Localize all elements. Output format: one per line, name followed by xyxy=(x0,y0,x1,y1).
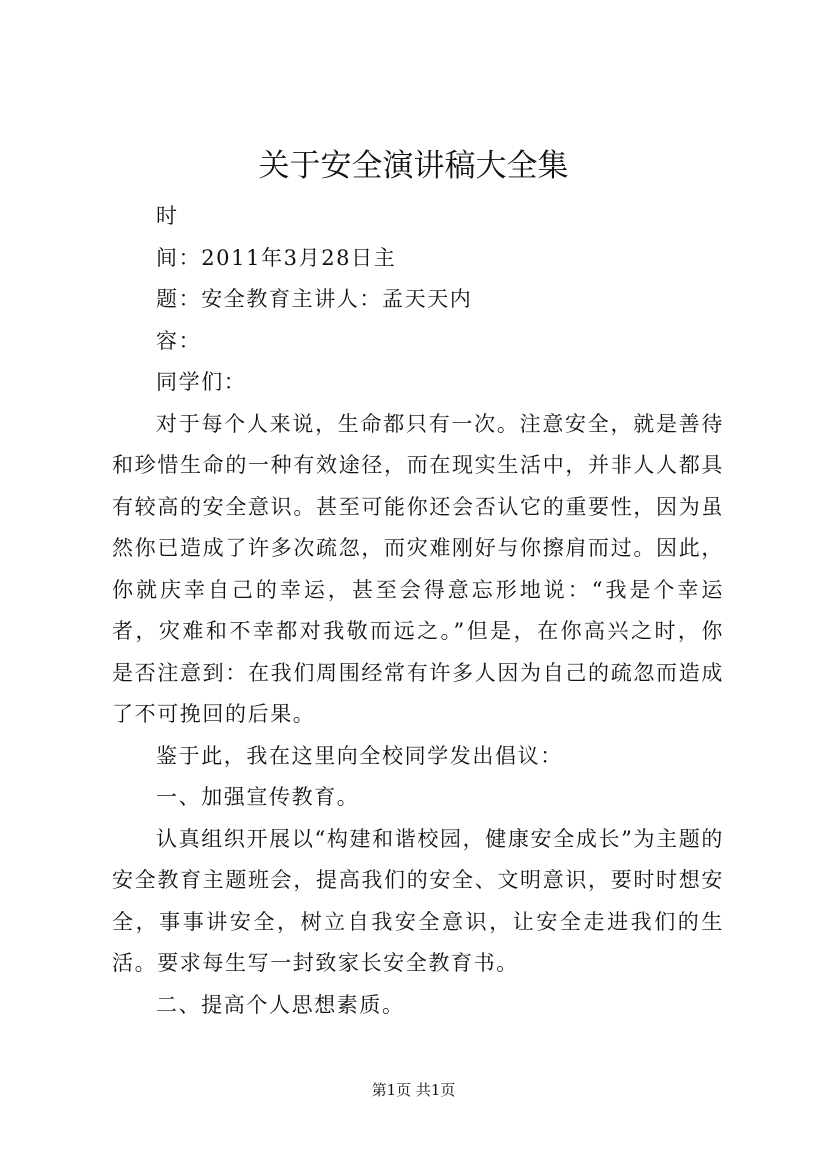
paragraph-topic: 题：安全教育主讲人：孟天天内 xyxy=(156,287,473,311)
paragraph-date: 间：2011年3月28日主 xyxy=(156,245,397,270)
document-body xyxy=(112,196,724,1026)
paragraph-body-2: 鉴于此，我在这里向全校同学发出倡议： xyxy=(156,743,563,768)
page-footer: 第1页 共1页 xyxy=(371,1081,456,1099)
paragraph-content-label: 容： xyxy=(156,328,202,353)
paragraph-section-1-heading: 一、加强宣传教育。 xyxy=(156,785,360,809)
document-title: 关于安全演讲稿大全集 xyxy=(258,148,569,184)
paragraph-body-1: 对于每个人来说，生命都只有一次。注意安全，就是善待和珍惜生命的一种有效途径，而在现实生活中，并非人人都具有较高的安全意识。甚至可能你还会否认它的重要性，因为虽然你已造成了许多次疏忽，而灾难刚好与你擦肩而过。因此，你就庆幸自己的幸运，甚至会得意忘形地说：“我是个幸运者，灾难和不幸都对我敬而远之。”但是，在你高兴之时，你是否注意到：在我们周围经常有许多人因为自己的疏忽而造成了不可挽回的后果。 xyxy=(112,411,724,726)
paragraph-greeting: 同学们： xyxy=(156,370,247,394)
paragraph-section-2-heading: 二、提高个人思想素质。 xyxy=(156,992,405,1017)
paragraph-section-1-body: 认真组织开展以“构建和谐校园，健康安全成长”为主题的安全教育主题班会，提高我们的安全、文明意识，要时时想安全，事事讲安全，树立自我安全意识，让安全走进我们的生活。要求每生写一封致家长安全教育书。 xyxy=(112,826,724,975)
paragraph-time: 时 xyxy=(156,204,179,228)
